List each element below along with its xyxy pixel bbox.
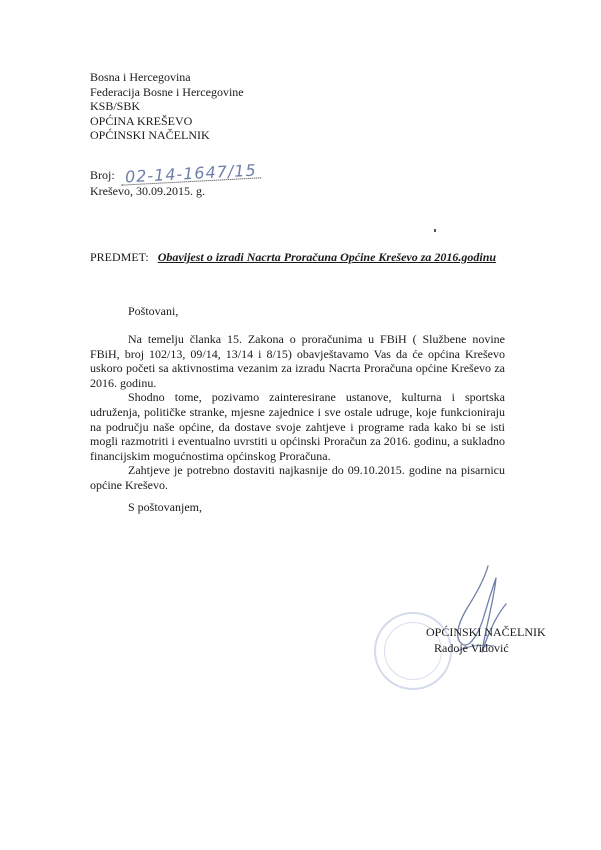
reference-label: Broj: [90, 168, 115, 182]
salutation: Poštovani, [128, 304, 179, 318]
subject-title: Obavijest o izradi Nacrta Proračuna Općine Kreševo za 2016.godinu [157, 250, 497, 264]
letterhead [90, 70, 244, 143]
letterhead-canton: KSB/SBK [90, 99, 141, 113]
letter-body [90, 332, 505, 493]
paragraph-invitation: Shodno tome, pozivamo zainteresirane ustanove, kulturna i sportska udruženja, političke stranke, mjesne zajednice i sve ostale udruge, koje funkcioniraju na području naše općine, da dostave svoje zahtjeve i programe rada kako bi se isti mogli razmotriti i eventualno uvrstiti u općinski Proračun za 2016. godinu, a sukladno financijskim mogućnostima općinskog Proračuna. [90, 390, 505, 463]
letterhead-municipality: OPĆINA KREŠEVO [90, 113, 193, 128]
reference-block [90, 160, 260, 198]
subject-line [90, 250, 496, 265]
paragraph-legal-basis: Na temelju članka 15. Zakona o proračunima u FBiH ( Službene novine FBiH, broj 102/13, 09/14, 13/14 i 8/15) obavještavamo Vas da će općina Kreševo uskoro početi sa aktivnostima vezanim za izradu Nacrta Proračuna općine Kreševo za 2016. godinu. [90, 332, 505, 390]
reference-number: 02-14-1647/15 [120, 163, 260, 185]
letterhead-country: Bosna i Hercegovina [90, 70, 191, 84]
signatory-title: OPĆINSKI NAČELNIK [426, 625, 546, 639]
letterhead-federation: Federacija Bosne i Hercegovine [90, 84, 244, 99]
letterhead-office: OPĆINSKI NAČELNIK [90, 128, 210, 142]
place-date: Kreševo, 30.09.2015. g. [90, 184, 205, 198]
subject-label: PREDMET: [90, 250, 149, 264]
paragraph-deadline: Zahtjeve je potrebno dostaviti najkasnije do 09.10.2015. godine na pisarnicu općine Kreševo. [90, 463, 505, 492]
signatory-name: Radoje Vidović [434, 641, 509, 655]
ink-dot [434, 229, 436, 232]
closing: S poštovanjem, [128, 500, 202, 514]
